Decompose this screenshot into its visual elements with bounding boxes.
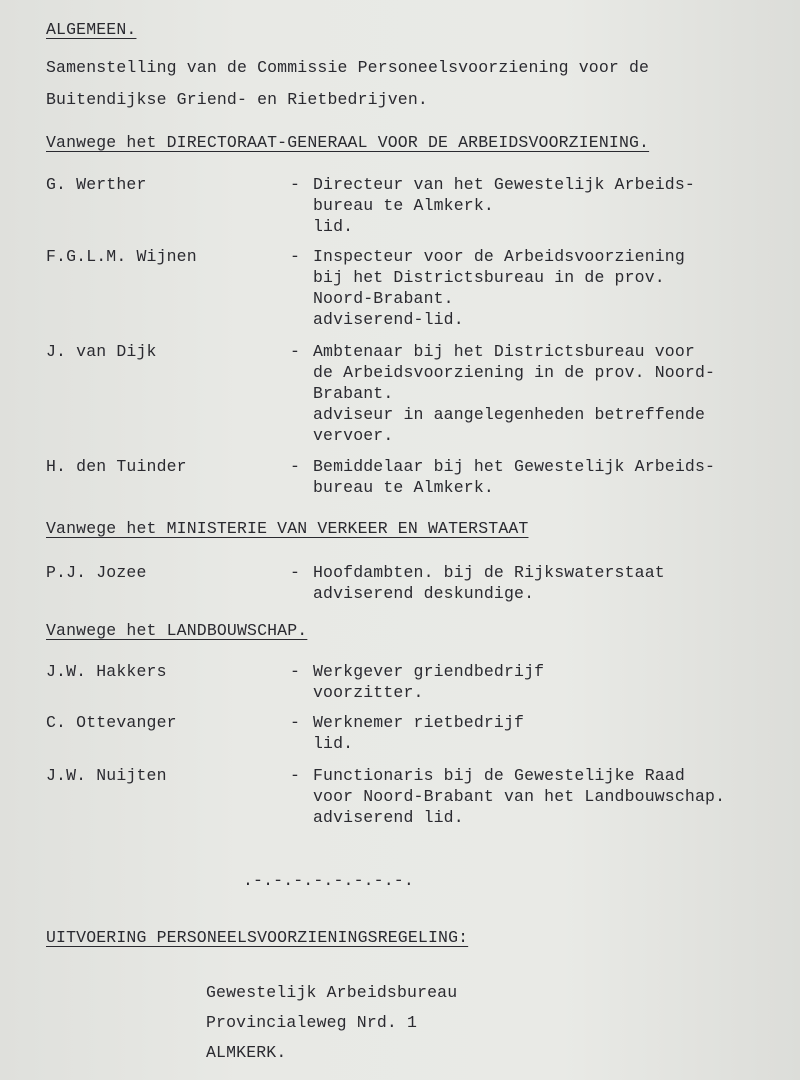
member-desc-line: voorzitter. — [313, 683, 424, 702]
member-desc-line: Brabant. — [313, 384, 394, 403]
member-dash: - — [290, 457, 301, 476]
member-desc-line: Werkgever griendbedrijf — [313, 662, 545, 681]
member-dash: - — [290, 175, 301, 194]
member-desc-line: adviserend-lid. — [313, 310, 464, 329]
section-heading-uitvoering: UITVOERING PERSONEELSVOORZIENINGSREGELING: — [46, 928, 469, 947]
member-name: J.W. Nuijten — [46, 766, 167, 785]
member-name: C. Ottevanger — [46, 713, 177, 732]
member-dash: - — [290, 342, 301, 361]
member-desc-line: de Arbeidsvoorziening in de prov. Noord- — [313, 363, 716, 382]
member-desc-line: voor Noord-Brabant van het Landbouwschap. — [313, 787, 726, 806]
intro-line-1: Samenstelling van de Commissie Personeelsvoorziening voor de — [46, 58, 650, 77]
member-desc-line: Werknemer rietbedrijf — [313, 713, 525, 732]
member-desc-line: lid. — [313, 217, 354, 236]
member-desc-line: Inspecteur voor de Arbeidsvoorziening — [313, 247, 685, 266]
member-dash: - — [290, 563, 301, 582]
member-desc-line: Ambtenaar bij het Districtsbureau voor — [313, 342, 695, 361]
member-dash: - — [290, 247, 301, 266]
member-name: P.J. Jozee — [46, 563, 147, 582]
member-desc-line: bureau te Almkerk. — [313, 478, 494, 497]
member-name: H. den Tuinder — [46, 457, 187, 476]
member-name: J.W. Hakkers — [46, 662, 167, 681]
member-desc-line: Directeur van het Gewestelijk Arbeids- — [313, 175, 695, 194]
intro-line-2: Buitendijkse Griend- en Rietbedrijven. — [46, 90, 428, 109]
section-heading-landbouwschap: Vanwege het LANDBOUWSCHAP. — [46, 621, 308, 640]
member-dash: - — [290, 662, 301, 681]
member-desc-line: bij het Districtsbureau in de prov. — [313, 268, 665, 287]
member-desc-line: vervoer. — [313, 426, 394, 445]
section-heading-ministerie: Vanwege het MINISTERIE VAN VERKEER EN WATERSTAAT — [46, 519, 529, 538]
member-dash: - — [290, 766, 301, 785]
address-line: Gewestelijk Arbeidsbureau — [206, 983, 458, 1002]
member-desc-line: Functionaris bij de Gewestelijke Raad — [313, 766, 685, 785]
member-desc-line: adviserend deskundige. — [313, 584, 535, 603]
member-dash: - — [290, 713, 301, 732]
address-line: ALMKERK. — [206, 1043, 287, 1062]
heading-general: ALGEMEEN. — [46, 20, 137, 39]
separator: .-.-.-.-.-.-.-.-. — [243, 871, 414, 890]
member-desc-line: adviserend lid. — [313, 808, 464, 827]
member-desc-line: adviseur in aangelegenheden betreffende — [313, 405, 706, 424]
member-desc-line: lid. — [313, 734, 354, 753]
member-desc-line: Bemiddelaar bij het Gewestelijk Arbeids- — [313, 457, 716, 476]
member-desc-line: Noord-Brabant. — [313, 289, 454, 308]
section-heading-directoraat: Vanwege het DIRECTORAAT-GENERAAL VOOR DE ARBEIDSVOORZIENING. — [46, 133, 650, 152]
member-name: G. Werther — [46, 175, 147, 194]
member-desc-line: Hoofdambten. bij de Rijkswaterstaat — [313, 563, 665, 582]
member-name: J. van Dijk — [46, 342, 157, 361]
member-name: F.G.L.M. Wijnen — [46, 247, 197, 266]
address-line: Provincialeweg Nrd. 1 — [206, 1013, 418, 1032]
member-desc-line: bureau te Almkerk. — [313, 196, 494, 215]
